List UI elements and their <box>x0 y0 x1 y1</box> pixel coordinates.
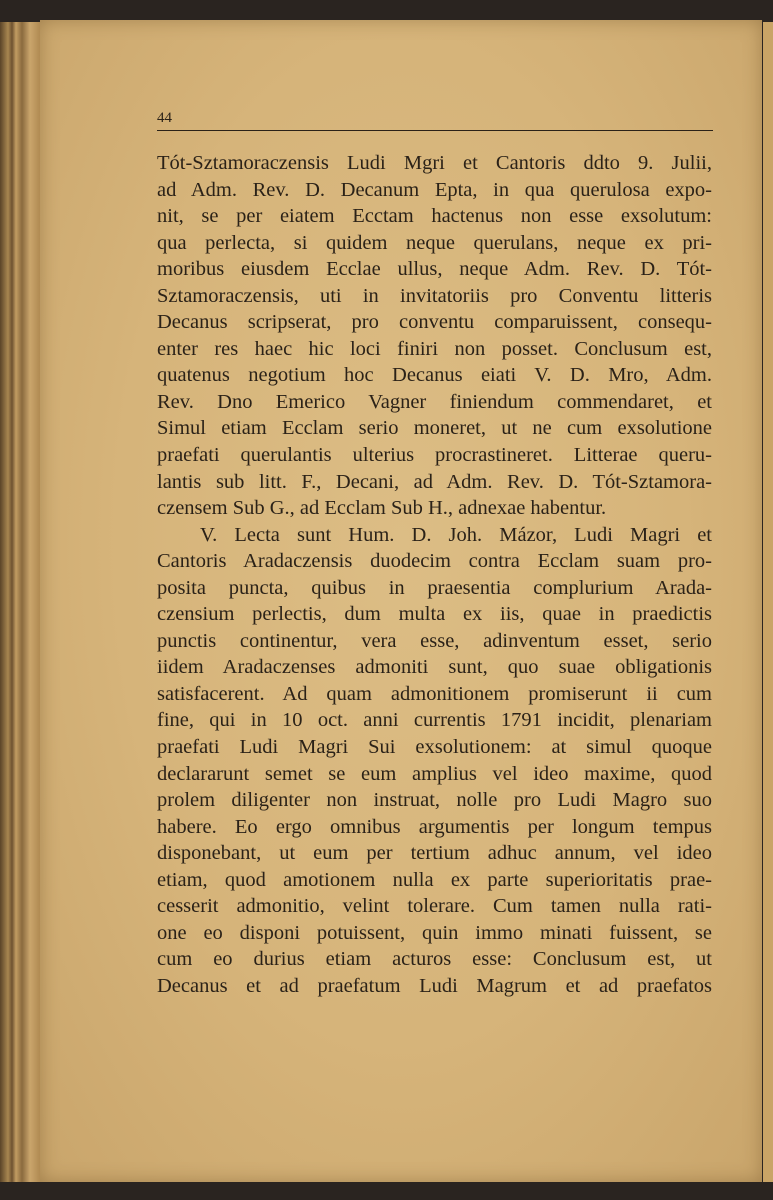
text-line: ad Adm. Rev. D. Decanum Epta, in qua querulosa expo- <box>157 178 712 201</box>
text-line: Decanus scripserat, pro conventu comparuissent, consequ- <box>157 311 712 334</box>
text-line: posita puncta, quibus in praesentia complurium Arada- <box>157 576 712 599</box>
text-line: Tót-Sztamoraczensis Ludi Mgri et Cantoris ddto 9. Julii, <box>157 152 712 174</box>
text-line: quatenus negotium hoc Decanus eiati V. D. Mro, Adm. <box>157 364 712 387</box>
text-line: cum eo durius etiam acturos esse: Conclusum est, ut <box>157 948 712 971</box>
text-line: czensium perlectis, dum multa ex iis, quae in praedictis <box>157 603 712 626</box>
text-line: satisfacerent. Ad quam admonitionem promiserunt ii cum <box>157 682 712 705</box>
text-line: cesserit admonitio, velint tolerare. Cum tamen nulla rati- <box>157 895 712 918</box>
text-line: Cantoris Aradaczensis duodecim contra Ecclam suam pro- <box>157 550 712 573</box>
text-line: disponebant, ut eum per tertium adhuc annum, vel ideo <box>157 842 712 865</box>
scan-bottom-border <box>0 1182 773 1200</box>
page-number: 44 <box>157 110 172 126</box>
text-line: lantis sub litt. F., Decani, ad Adm. Rev. D. Tót-Sztamora- <box>157 470 712 493</box>
text-line: one eo disponi potuissent, quin immo minati fuissent, se <box>157 921 712 944</box>
text-line: etiam, quod amotionem nulla ex parte superioritatis prae- <box>157 868 712 891</box>
text-line: Simul etiam Ecclam serio moneret, ut ne cum exsolutione <box>157 417 712 440</box>
text-line: habere. Eo ergo omnibus argumentis per longum tempus <box>157 815 712 838</box>
text-line: Sztamoraczensis, uti in invitatoriis pro Conventu litteris <box>157 284 712 307</box>
text-line: Decanus et ad praefatum Ludi Magrum et ad praefatos <box>157 974 712 997</box>
text-line: qua perlecta, si quidem neque querulans, neque ex pri- <box>157 231 712 254</box>
text-line: enter res haec hic loci finiri non posset. Conclusum est, <box>157 337 712 360</box>
text-line: moribus eiusdem Ecclae ullus, neque Adm. Rev. D. Tót- <box>157 258 712 281</box>
text-line: czensem Sub G., ad Ecclam Sub H., adnexae habentur. <box>157 497 607 520</box>
text-line: iidem Aradaczenses admoniti sunt, quo suae obligationis <box>157 656 712 679</box>
text-line: fine, qui in 10 oct. anni currentis 1791 incidit, plenariam <box>157 709 712 732</box>
text-line: Rev. Dno Emerico Vagner finiendum commendaret, et <box>157 390 712 413</box>
text-line: prolem diligenter non instruat, nolle pro Ludi Magro suo <box>157 789 712 812</box>
body-text <box>157 150 712 1000</box>
text-line: declararunt semet se eum amplius vel ideo maxime, quod <box>157 762 712 785</box>
header-rule <box>157 130 713 131</box>
text-line: punctis continentur, vera esse, adinventum esset, serio <box>157 629 712 652</box>
text-line: praefati querulantis ulterius procrastineret. Litterae queru- <box>157 444 712 467</box>
text-line: V. Lecta sunt Hum. D. Joh. Mázor, Ludi Magri et <box>200 523 712 546</box>
text-line: nit, se per eiatem Ecctam hactenus non esse exsolutum: <box>157 205 712 228</box>
next-page-edge <box>763 22 773 1182</box>
text-line: praefati Ludi Magri Sui exsolutionem: at simul quoque <box>157 736 712 759</box>
